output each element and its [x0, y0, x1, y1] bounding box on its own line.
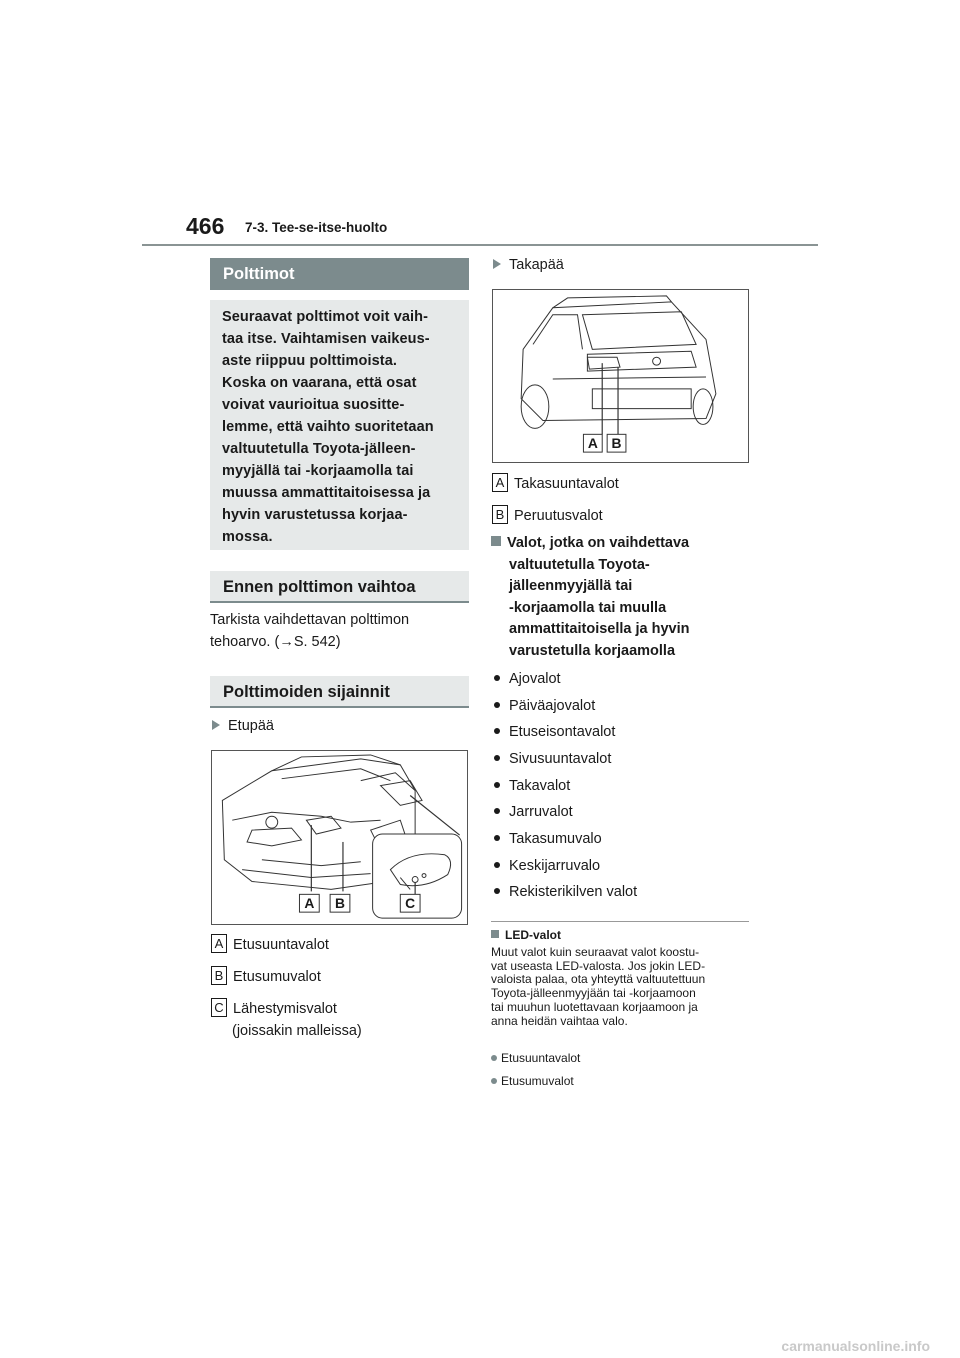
led-divider [491, 921, 749, 922]
subhead-line: Valot, jotka on vaihdettava [491, 533, 689, 555]
intro-line: Koska on vaarana, että osat [222, 375, 417, 391]
triangle-bullet-icon [212, 720, 220, 730]
rear-legend-b [492, 505, 603, 527]
legend-text: Takasuuntavalot [514, 476, 619, 492]
intro-box [210, 300, 469, 550]
list-item: Rekisterikilven valot [494, 881, 637, 903]
intro-line: Seuraavat polttimot voit vaih- [222, 309, 429, 325]
intro-line: mossa. [222, 529, 273, 545]
bullet-icon [494, 862, 500, 868]
rear-label-text: Takapää [509, 257, 564, 273]
legend-text: Etusuuntavalot [233, 937, 329, 953]
square-bullet-icon [491, 930, 499, 938]
front-label-text: Etupää [228, 718, 274, 734]
subhead-line: ammattitaitoisella ja hyvin [509, 621, 690, 637]
intro-line: voivat vaurioitua suositte- [222, 397, 405, 413]
led-title: LED-valot [491, 929, 561, 943]
bullet-icon [491, 1055, 497, 1061]
list-item: Sivusuuntavalot [494, 748, 611, 770]
legend-b [211, 966, 321, 988]
fig-label-a: A [304, 895, 315, 912]
rear-car-illustration [493, 290, 748, 462]
led-line: valoista palaa, ota yhteyttä valtuutettuun [491, 972, 706, 986]
led-line: vat useasta LED-valosta. Jos jokin LED- [491, 959, 706, 973]
subhead-line: jälleenmyyjällä tai [509, 578, 633, 594]
fig-label-b: B [611, 435, 622, 452]
header-divider [142, 244, 818, 246]
rear-legend-a [492, 473, 619, 495]
bullet-icon [494, 755, 500, 761]
front-label [212, 715, 274, 737]
list-item: Jarruvalot [494, 801, 573, 823]
bullet-icon [494, 782, 500, 788]
check-line-2: tehoarvo. (→S. 542) [210, 634, 341, 650]
bullet-icon [494, 888, 500, 894]
led-item: Etusumuvalot [491, 1075, 574, 1089]
front-car-figure [211, 750, 468, 925]
intro-line: taa itse. Vaihtamisen vaikeus- [222, 331, 430, 347]
intro-line: aste riippuu polttimoista. [222, 353, 397, 369]
legend-text: Peruutusvalot [514, 508, 603, 524]
list-item: Takavalot [494, 775, 570, 797]
list-item: Päiväajovalot [494, 695, 595, 717]
led-line: Muut valot kuin seuraavat valot koostu- [491, 945, 700, 959]
bullet-icon [491, 1078, 497, 1084]
bullet-icon [494, 835, 500, 841]
heading-polttimoiden-sijainnit: Polttimoiden sijainnit [210, 676, 469, 708]
rear-label [493, 254, 564, 276]
list-item: Ajovalot [494, 668, 561, 690]
page-number: 466 [186, 213, 225, 239]
legend-text: Lähestymisvalot [233, 1001, 337, 1017]
legend-key: B [492, 505, 508, 524]
section-title: 7-3. Tee-se-itse-huolto [245, 220, 388, 235]
bullet-icon [494, 808, 500, 814]
fig-label-b: B [334, 895, 345, 912]
legend-a [211, 934, 329, 956]
list-item: Etuseisontavalot [494, 721, 615, 743]
intro-line: hyvin varustetussa korjaa- [222, 507, 408, 523]
legend-key: C [211, 998, 227, 1017]
heading-ennen-polttimon-vaihtoa: Ennen polttimon vaihtoa [210, 571, 469, 603]
fig-label-a: A [587, 435, 598, 452]
legend-c [211, 998, 337, 1020]
rear-car-figure [492, 289, 749, 463]
led-line: tai muuhun luotettavaan korjaamoon ja [491, 1000, 698, 1014]
list-item: Keskijarruvalo [494, 855, 600, 877]
front-car-illustration [212, 751, 467, 924]
intro-line: myyjällä tai -korjaamolla tai [222, 463, 414, 479]
legend-c-note: (joissakin malleissa) [232, 1023, 362, 1039]
legend-key: A [492, 473, 508, 492]
bullet-icon [494, 728, 500, 734]
legend-key: A [211, 934, 227, 953]
subhead-line: -korjaamolla tai muulla [509, 600, 667, 616]
bullet-icon [494, 675, 500, 681]
list-item: Takasumuvalo [494, 828, 602, 850]
subhead-line: valtuutetulla Toyota- [509, 557, 650, 573]
triangle-bullet-icon [493, 259, 501, 269]
intro-line: lemme, että vaihto suoritetaan [222, 419, 434, 435]
heading-polttimot: Polttimot [210, 258, 469, 290]
square-bullet-icon [491, 536, 501, 546]
legend-key: B [211, 966, 227, 985]
subhead-line: varustetulla korjaamolla [509, 643, 676, 659]
watermark: carmanualsonline.info [781, 1338, 930, 1354]
bullet-icon [494, 702, 500, 708]
led-line: anna heidän vaihtaa valo. [491, 1014, 628, 1028]
led-item: Etusuuntavalot [491, 1052, 580, 1066]
intro-line: valtuutetulla Toyota-jälleen- [222, 441, 416, 457]
check-line-1: Tarkista vaihdettavan polttimon [210, 612, 410, 628]
legend-text: Etusumuvalot [233, 969, 321, 985]
led-line: Toyota-jälleenmyyjään tai -korjaamoon [491, 986, 696, 1000]
fig-label-c: C [405, 895, 416, 912]
intro-line: muussa ammattitaitoisessa ja [222, 485, 431, 501]
